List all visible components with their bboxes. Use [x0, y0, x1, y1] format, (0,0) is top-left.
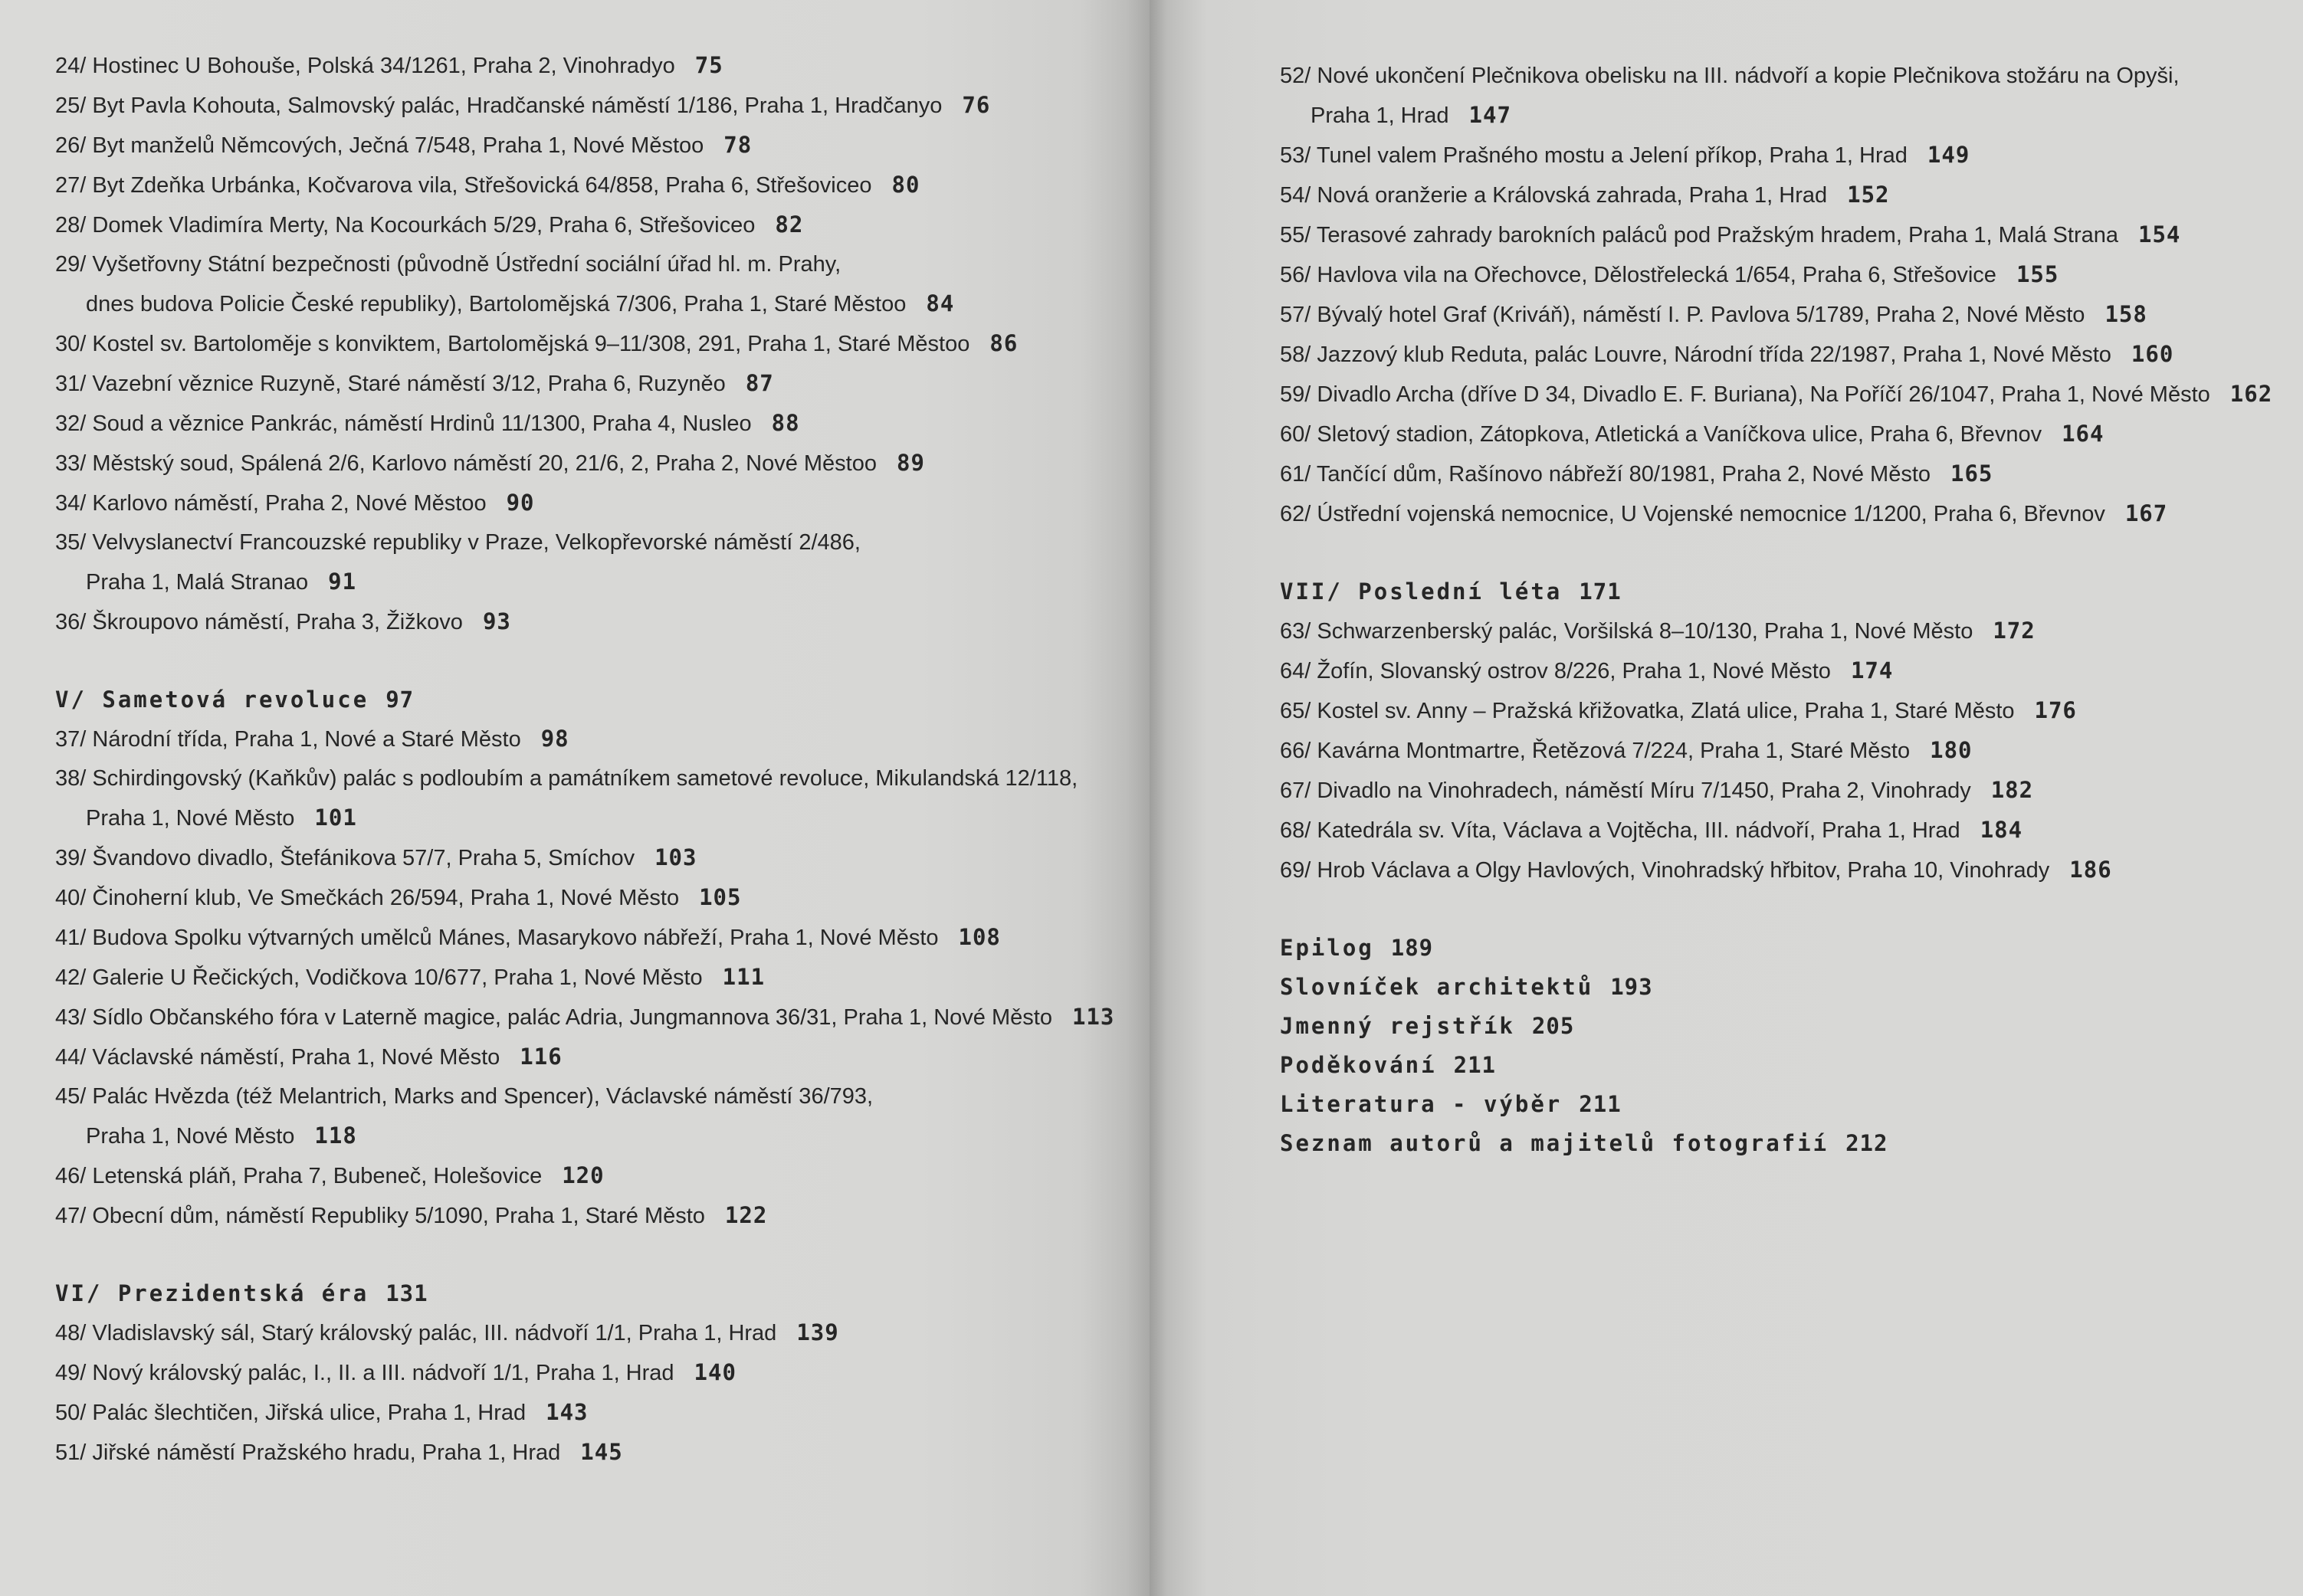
back-matter-entry	[1280, 1046, 2272, 1085]
left-page	[0, 0, 1150, 1596]
page-number: 167	[2124, 500, 2168, 526]
entry-title: 31/ Vazební věznice Ruzyně, Staré náměstí 3/12, Praha 6, Ruzyněo	[55, 372, 726, 396]
entry-line	[55, 998, 1114, 1037]
section-page-number: 131	[385, 1280, 428, 1306]
toc-entry	[1280, 454, 2272, 494]
entry-title: 27/ Byt Zdeňka Urbánka, Kočvarova vila, Střešovická 64/858, Praha 6, Střešoviceo	[55, 173, 872, 198]
toc-entry	[55, 205, 1114, 245]
entry-title: 34/ Karlovo náměstí, Praha 2, Nové Městoo	[55, 491, 487, 516]
entry-title: 52/ Nové ukončení Plečnikova obelisku na III. nádvoří a kopie Plečnikova stožáru na Opyši,	[1280, 64, 2180, 88]
toc-entry	[55, 1077, 1114, 1156]
toc-entry	[55, 46, 1114, 86]
page-number: 111	[722, 964, 766, 990]
right-page	[1150, 0, 2303, 1596]
entry-title: 37/ Národní třída, Praha 1, Nové a Staré Město	[55, 727, 521, 752]
section-heading	[1280, 572, 2272, 611]
entry-title: 26/ Byt manželů Němcových, Ječná 7/548, Praha 1, Nové Městoo	[55, 133, 704, 158]
entry-line	[1280, 415, 2272, 454]
entry-line	[1280, 811, 2272, 850]
page-number: 205	[1531, 1013, 1575, 1039]
toc-entry	[1280, 255, 2272, 295]
back-matter-entry	[1280, 929, 2272, 968]
toc-group	[55, 46, 1114, 642]
entry-line	[1280, 255, 2272, 295]
entry-line	[55, 364, 1114, 404]
entry-title: 57/ Bývalý hotel Graf (Kriváň), náměstí I. P. Pavlova 5/1789, Praha 2, Nové Město	[1280, 303, 2085, 327]
page-number: 113	[1071, 1004, 1115, 1030]
page-number: 108	[958, 924, 1001, 950]
page-number: 145	[580, 1439, 623, 1465]
entry-title-line2: Praha 1, Malá Stranao	[86, 570, 309, 595]
toc-entry	[55, 759, 1114, 838]
entry-title: 61/ Tančící dům, Rašínovo nábřeží 80/1981, Praha 2, Nové Město	[1280, 462, 1931, 487]
toc-entry	[55, 404, 1114, 444]
toc-group	[1280, 611, 2272, 890]
page-number: 116	[520, 1044, 563, 1070]
page-number: 186	[2069, 857, 2112, 883]
entry-line	[55, 46, 1114, 86]
entry-title: 53/ Tunel valem Prašného mostu a Jelení příkop, Praha 1, Hrad	[1280, 143, 1908, 168]
toc-entry	[1280, 611, 2272, 651]
toc-entry	[55, 324, 1114, 364]
page-number: 165	[1950, 460, 1993, 487]
entry-title: 55/ Terasové zahrady barokních paláců pod Pražským hradem, Praha 1, Malá Strana	[1280, 223, 2118, 247]
toc-entry	[1280, 375, 2272, 415]
entry-title: 49/ Nový královský palác, I., II. a III. nádvoří 1/1, Praha 1, Hrad	[55, 1361, 674, 1385]
entry-line	[1280, 335, 2272, 375]
page-number: 147	[1468, 102, 1511, 128]
toc-entry	[1280, 651, 2272, 691]
back-matter-title: Slovníček architektů	[1280, 974, 1594, 1000]
toc-entry	[55, 1353, 1114, 1393]
toc-entry	[1280, 136, 2272, 175]
entry-title-continued	[55, 562, 1114, 602]
toc-entry	[1280, 335, 2272, 375]
section-title: V/ Sametová revoluce	[55, 687, 369, 713]
entry-line	[55, 602, 1114, 642]
page-number: 87	[745, 370, 774, 396]
toc-entry	[1280, 215, 2272, 255]
page-number: 101	[314, 805, 357, 831]
entry-line	[55, 205, 1114, 245]
entry-title: 41/ Budova Spolku výtvarných umělců Mánes, Masarykovo nábřeží, Praha 1, Nové Město	[55, 926, 939, 950]
entry-line	[55, 878, 1114, 918]
page-number: 193	[1610, 974, 1653, 1000]
page-number: 89	[897, 450, 925, 476]
entry-title-line2: dnes budova Policie České republiky), Bartolomějská 7/306, Praha 1, Staré Městoo	[86, 292, 907, 316]
page-number: 162	[2229, 381, 2273, 407]
entry-line	[55, 324, 1114, 364]
entry-title: 62/ Ústřední vojenská nemocnice, U Vojenské nemocnice 1/1200, Praha 6, Břevnov	[1280, 502, 2105, 526]
entry-title: 28/ Domek Vladimíra Merty, Na Kocourkách 5/29, Praha 6, Střešoviceo	[55, 213, 756, 238]
page-number: 122	[724, 1202, 768, 1228]
page-number: 172	[1993, 618, 2036, 644]
entry-line	[55, 165, 1114, 205]
page-number: 120	[562, 1162, 605, 1188]
page-number: 82	[775, 211, 804, 238]
section-title: VI/ Prezidentská éra	[55, 1280, 369, 1306]
toc-entry	[55, 245, 1114, 324]
entry-title: 30/ Kostel sv. Bartoloměje s konviktem, Bartolomějská 9–11/308, 291, Praha 1, Staré Městoo	[55, 332, 970, 356]
entry-title-line2: Praha 1, Nové Město	[86, 1124, 295, 1149]
page-number: 143	[546, 1399, 589, 1425]
page-number: 93	[482, 608, 511, 634]
entry-line	[55, 719, 1114, 759]
page-number: 149	[1927, 142, 1970, 168]
page-number: 88	[771, 410, 800, 436]
back-matter-entry	[1280, 968, 2272, 1007]
entry-title-line2: Praha 1, Hrad	[1311, 103, 1449, 128]
entry-line	[1280, 454, 2272, 494]
left-toc-column	[55, 46, 1114, 1473]
entry-title: 40/ Činoherní klub, Ve Smečkách 26/594, Praha 1, Nové Město	[55, 886, 680, 910]
toc-entry	[1280, 57, 2272, 136]
entry-title: 48/ Vladislavský sál, Starý královský palác, III. nádvoří 1/1, Praha 1, Hrad	[55, 1321, 777, 1345]
back-matter-title: Seznam autorů a majitelů fotografií	[1280, 1130, 1829, 1156]
toc-entry	[55, 602, 1114, 642]
section-heading	[55, 680, 1114, 719]
page-number: 139	[796, 1319, 839, 1345]
back-matter-entry	[1280, 1007, 2272, 1046]
entry-title-continued	[55, 1116, 1114, 1156]
page-number: 98	[540, 726, 569, 752]
toc-entry	[55, 483, 1114, 523]
entry-line	[55, 1037, 1114, 1077]
entry-line	[55, 1156, 1114, 1196]
entry-line	[1280, 215, 2272, 255]
toc-entry	[1280, 850, 2272, 890]
entry-title: 33/ Městský soud, Spálená 2/6, Karlovo náměstí 20, 21/6, 2, Praha 2, Nové Městoo	[55, 451, 877, 476]
entry-title: 32/ Soud a věznice Pankrác, náměstí Hrdinů 11/1300, Praha 4, Nusleo	[55, 411, 752, 436]
entry-title: 66/ Kavárna Montmartre, Řetězová 7/224, Praha 1, Staré Město	[1280, 739, 1911, 763]
back-matter-entry	[1280, 1124, 2272, 1163]
entry-line	[1280, 611, 2272, 651]
page-number: 76	[962, 92, 991, 118]
entry-title-continued	[55, 284, 1114, 324]
page-number: 105	[699, 884, 742, 910]
entry-title: 64/ Žofín, Slovanský ostrov 8/226, Praha 1, Nové Město	[1280, 659, 1831, 683]
page-number: 140	[694, 1359, 737, 1385]
entry-title: 59/ Divadlo Archa (dříve D 34, Divadlo E. F. Buriana), Na Poříčí 26/1047, Praha 1, Nové Město	[1280, 382, 2210, 407]
entry-line	[55, 838, 1114, 878]
toc-entry	[55, 364, 1114, 404]
toc-entry	[55, 719, 1114, 759]
entry-title: 51/ Jiřské náměstí Pražského hradu, Praha 1, Hrad	[55, 1440, 561, 1465]
toc-entry	[1280, 811, 2272, 850]
page-number: 118	[314, 1122, 357, 1149]
page-number: 78	[723, 132, 753, 158]
toc-entry	[55, 86, 1114, 126]
page-number: 184	[1980, 817, 2023, 843]
section-title: VII/ Poslední léta	[1280, 578, 1563, 605]
entry-line	[55, 404, 1114, 444]
entry-title: 29/ Vyšetřovny Státní bezpečnosti (původně Ústřední sociální úřad hl. m. Prahy,	[55, 252, 841, 277]
toc-entry	[55, 444, 1114, 483]
entry-line	[55, 126, 1114, 165]
page-number: 103	[654, 844, 697, 870]
entry-title: 56/ Havlova vila na Ořechovce, Dělostřelecká 1/654, Praha 6, Střešovice	[1280, 263, 1996, 287]
entry-line	[55, 1353, 1114, 1393]
toc-entry	[1280, 731, 2272, 771]
page-number: 176	[2034, 697, 2077, 723]
right-toc-column	[1280, 57, 2272, 1163]
page-number: 182	[1990, 777, 2034, 803]
entry-line	[55, 86, 1114, 126]
back-matter-title: Poděkování	[1280, 1052, 1437, 1078]
toc-group	[55, 719, 1114, 1236]
back-matter-title: Epilog	[1280, 935, 1374, 961]
page-number: 84	[926, 290, 955, 316]
entry-title: 45/ Palác Hvězda (též Melantrich, Marks and Spencer), Václavské náměstí 36/793,	[55, 1084, 874, 1109]
page-number: 80	[891, 172, 920, 198]
toc-entry	[1280, 415, 2272, 454]
entry-line	[55, 444, 1114, 483]
entry-title-continued	[55, 798, 1114, 838]
entry-line	[1280, 175, 2272, 215]
entry-title-line2: Praha 1, Nové Město	[86, 806, 295, 831]
toc-entry	[55, 1433, 1114, 1473]
entry-title: 54/ Nová oranžerie a Královská zahrada, Praha 1, Hrad	[1280, 183, 1828, 208]
entry-title: 69/ Hrob Václava a Olgy Havlových, Vinohradský hřbitov, Praha 10, Vinohrady	[1280, 858, 2050, 883]
page-number: 180	[1930, 737, 1973, 763]
entry-title: 67/ Divadlo na Vinohradech, náměstí Míru 7/1450, Praha 2, Vinohrady	[1280, 778, 1971, 803]
page-number: 75	[694, 52, 723, 78]
toc-entry	[55, 878, 1114, 918]
entry-line	[55, 918, 1114, 958]
page-number: 86	[989, 330, 1019, 356]
toc-entry	[55, 1037, 1114, 1077]
page-number: 164	[2062, 421, 2105, 447]
toc-entry	[1280, 691, 2272, 731]
entry-title: 39/ Švandovo divadlo, Štefánikova 57/7, Praha 5, Smíchov	[55, 846, 635, 870]
entry-title: 42/ Galerie U Řečických, Vodičkova 10/677, Praha 1, Nové Město	[55, 965, 703, 990]
page-number: 189	[1390, 935, 1434, 961]
back-matter-list	[1280, 929, 2272, 1163]
entry-title: 38/ Schirdingovský (Kaňkův) palác s podloubím a památníkem sametové revoluce, Mikulandská 12/118,	[55, 766, 1078, 791]
entry-title: 63/ Schwarzenberský palác, Voršilská 8–10/130, Praha 1, Nové Město	[1280, 619, 1973, 644]
page-number: 174	[1850, 657, 1894, 683]
toc-group	[1280, 57, 2272, 534]
back-matter-title: Jmenný rejstřík	[1280, 1013, 1515, 1039]
toc-entry	[1280, 295, 2272, 335]
toc-entry	[55, 1196, 1114, 1236]
page-number: 211	[1453, 1052, 1496, 1078]
entry-line	[55, 1433, 1114, 1473]
entry-title: 44/ Václavské náměstí, Praha 1, Nové Město	[55, 1045, 500, 1070]
section-page-number: 171	[1579, 578, 1622, 605]
entry-title: 43/ Sídlo Občanského fóra v Laterně magice, palác Adria, Jungmannova 36/31, Praha 1, Nové Město	[55, 1005, 1052, 1030]
entry-title-continued	[1280, 96, 2272, 136]
entry-line	[1280, 136, 2272, 175]
page-number: 160	[2131, 341, 2174, 367]
entry-line	[1280, 295, 2272, 335]
toc-entry	[55, 165, 1114, 205]
toc-entry	[55, 958, 1114, 998]
entry-line	[55, 483, 1114, 523]
back-matter-entry	[1280, 1085, 2272, 1124]
entry-title: 58/ Jazzový klub Reduta, palác Louvre, Národní třída 22/1987, Praha 1, Nové Město	[1280, 342, 2111, 367]
entry-line	[1280, 850, 2272, 890]
entry-line	[55, 1393, 1114, 1433]
entry-title: 68/ Katedrála sv. Víta, Václava a Vojtěcha, III. nádvoří, Praha 1, Hrad	[1280, 818, 1960, 843]
page-number: 152	[1847, 182, 1890, 208]
toc-entry	[55, 998, 1114, 1037]
toc-entry	[55, 838, 1114, 878]
section-heading	[55, 1274, 1114, 1313]
entry-line	[55, 1196, 1114, 1236]
page-number: 158	[2105, 301, 2147, 327]
entry-title: 46/ Letenská pláň, Praha 7, Bubeneč, Holešovice	[55, 1164, 543, 1188]
toc-entry	[1280, 771, 2272, 811]
entry-title: 35/ Velvyslanectví Francouzské republiky v Praze, Velkopřevorské náměstí 2/486,	[55, 530, 861, 555]
entry-line	[1280, 731, 2272, 771]
page-number: 212	[1845, 1130, 1888, 1156]
toc-group	[55, 1313, 1114, 1473]
section-page-number: 97	[385, 687, 415, 713]
entry-title: 47/ Obecní dům, náměstí Republiky 5/1090, Praha 1, Staré Město	[55, 1204, 705, 1228]
toc-entry	[55, 918, 1114, 958]
entry-title: 25/ Byt Pavla Kohouta, Salmovský palác, Hradčanské náměstí 1/186, Praha 1, Hradčanyo	[55, 93, 943, 118]
back-matter-title: Literatura - výběr	[1280, 1091, 1563, 1117]
entry-line	[1280, 651, 2272, 691]
entry-line	[1280, 691, 2272, 731]
entry-line	[55, 1313, 1114, 1353]
toc-entry	[55, 1393, 1114, 1433]
toc-entry	[55, 1156, 1114, 1196]
entry-title: 60/ Sletový stadion, Zátopkova, Atletická a Vaníčkova ulice, Praha 6, Břevnov	[1280, 422, 2042, 447]
toc-entry	[55, 1313, 1114, 1353]
toc-entry	[1280, 175, 2272, 215]
entry-title: 50/ Palác šlechtičen, Jiřská ulice, Praha 1, Hrad	[55, 1401, 527, 1425]
entry-title: 24/ Hostinec U Bohouše, Polská 34/1261, Praha 2, Vinohradyo	[55, 54, 675, 78]
page-number: 154	[2138, 221, 2181, 247]
toc-entry	[55, 523, 1114, 602]
entry-title: 65/ Kostel sv. Anny – Pražská křižovatka, Zlatá ulice, Praha 1, Staré Město	[1280, 699, 2015, 723]
page-number: 211	[1579, 1091, 1622, 1117]
page-number: 90	[506, 490, 535, 516]
entry-title: 36/ Škroupovo náměstí, Praha 3, Žižkovo	[55, 610, 463, 634]
entry-line	[1280, 771, 2272, 811]
entry-line	[1280, 494, 2272, 534]
toc-entry	[1280, 494, 2272, 534]
entry-line	[1280, 375, 2272, 415]
toc-entry	[55, 126, 1114, 165]
page-number: 91	[328, 569, 357, 595]
entry-line	[55, 958, 1114, 998]
page-number: 155	[2016, 261, 2059, 287]
